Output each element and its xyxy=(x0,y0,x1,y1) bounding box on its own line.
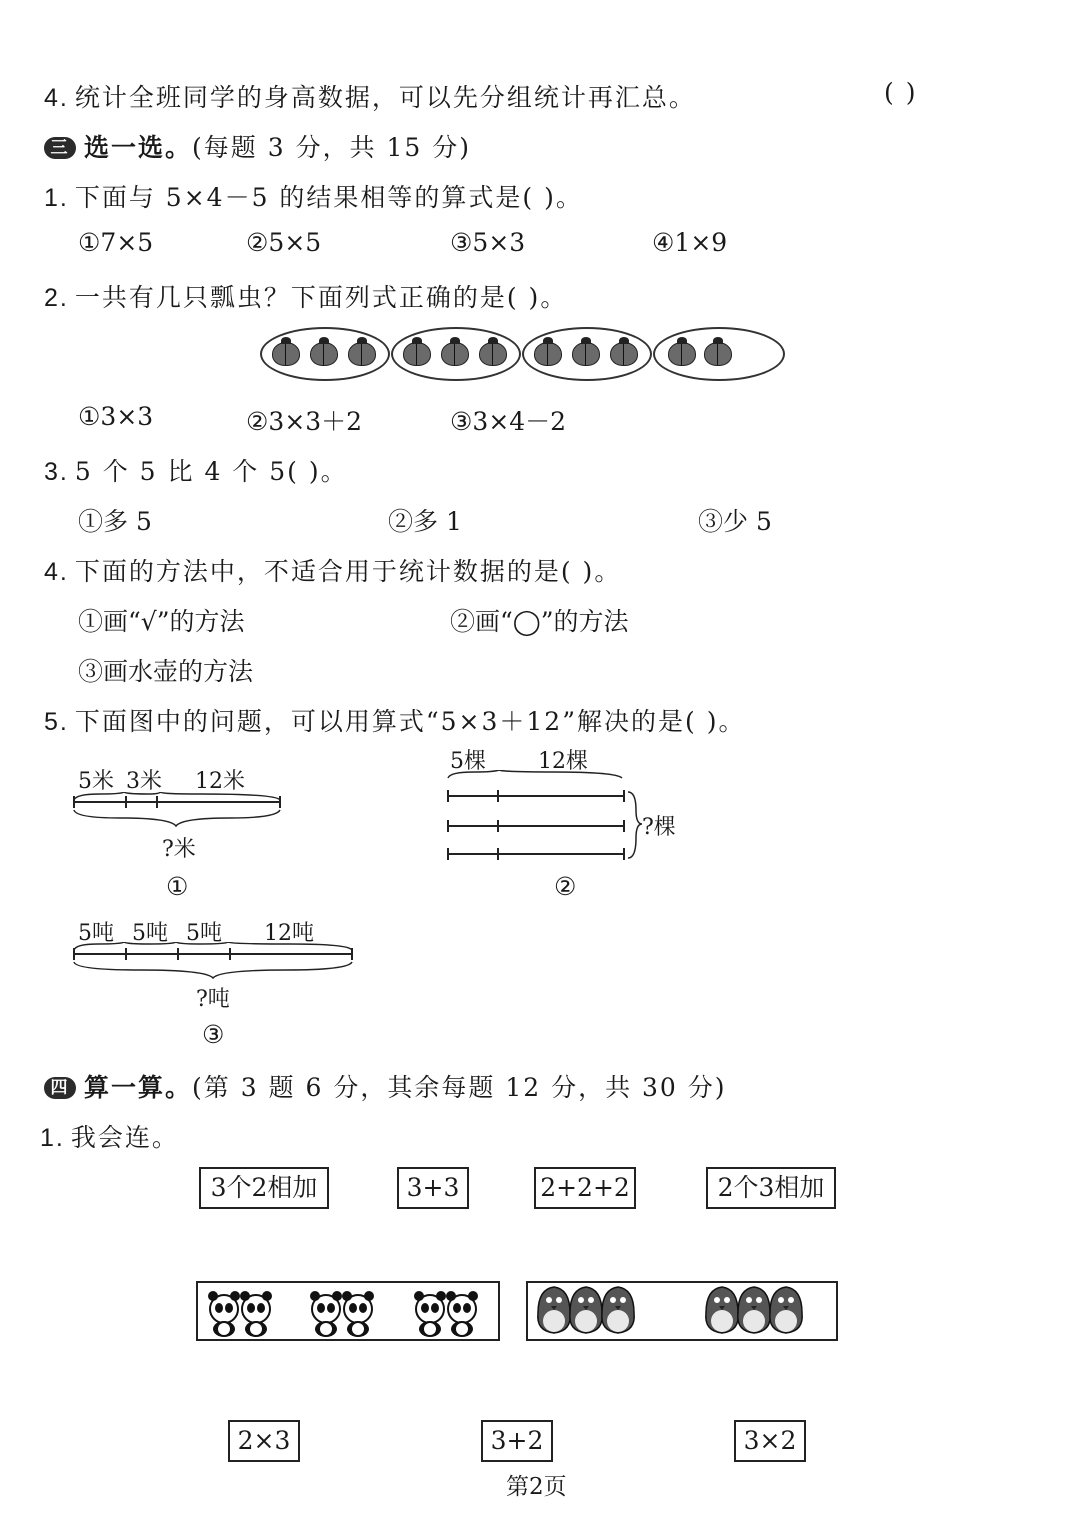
panda-icon xyxy=(446,1291,478,1337)
question-4-number: 4. xyxy=(44,558,69,586)
section-4-badge: 四 xyxy=(44,1077,76,1099)
calc-question-1-number: 1. xyxy=(40,1124,65,1152)
q1-option-2[interactable]: ②5×5 xyxy=(246,228,322,257)
q2-option-3[interactable]: ③3×4－2 xyxy=(450,407,567,436)
q4-option-1[interactable]: ①画“√”的方法 xyxy=(78,607,245,636)
question-3-number: 3. xyxy=(44,458,69,486)
tf-item-4-answer-paren[interactable]: ( ) xyxy=(884,78,918,107)
section-3-badge: 三 xyxy=(44,137,76,159)
match-box-2-plus-2-plus-2[interactable]: 2+2+2 xyxy=(534,1167,636,1209)
diagram-1-label-1: 5米 xyxy=(78,769,114,794)
diagram-2-total: ?棵 xyxy=(642,815,676,840)
section-4-header xyxy=(44,1068,727,1104)
calc-question-1-text: 我会连。 xyxy=(70,1123,179,1152)
question-4 xyxy=(44,552,621,588)
question-2-number: 2. xyxy=(44,284,69,312)
tf-item-4-number: 4. xyxy=(44,84,69,112)
ladybug-icon xyxy=(534,342,562,366)
question-1-number: 1. xyxy=(44,184,69,212)
match-box-3-times-2[interactable]: 3×2 xyxy=(734,1420,806,1462)
diagram-2-label-2: 12棵 xyxy=(538,749,588,774)
panda-group-icons xyxy=(198,1283,498,1339)
ladybug-icon xyxy=(610,342,638,366)
diagram-3-label-2: 5吨 xyxy=(132,921,168,946)
match-box-3-plus-3[interactable]: 3+3 xyxy=(397,1167,469,1209)
ladybug-icon xyxy=(403,342,431,366)
penguin-icon xyxy=(570,1287,602,1333)
section-3-title: 选一选。 xyxy=(84,133,193,162)
section-4-title: 算一算。 xyxy=(84,1073,193,1102)
tf-item-4 xyxy=(44,78,696,114)
match-box-2-threes[interactable]: 2个3相加 xyxy=(706,1167,836,1209)
question-1-text: 下面与 5×4－5 的结果相等的算式是( )。 xyxy=(74,183,583,212)
question-3 xyxy=(44,452,348,488)
diagram-2-label-1: 5棵 xyxy=(450,749,486,774)
page-number: 第2页 xyxy=(506,1474,567,1500)
penguin-icon xyxy=(538,1287,570,1333)
ladybug-icon xyxy=(572,342,600,366)
q2-option-1[interactable]: ①3×3 xyxy=(78,402,154,431)
panda-icon xyxy=(240,1291,272,1337)
section-3-header xyxy=(44,128,471,164)
tf-item-4-text: 统计全班同学的身高数据，可以先分组统计再汇总。 xyxy=(74,83,696,112)
ladybug-icon xyxy=(479,342,507,366)
q4-option-2[interactable]: ②画“◯”的方法 xyxy=(450,607,629,636)
question-5-number: 5. xyxy=(44,708,69,736)
q2-option-2[interactable]: ②3×3＋2 xyxy=(246,407,363,436)
diagram-1-option-mark[interactable]: ① xyxy=(166,872,189,901)
diagram-2-option-mark[interactable]: ② xyxy=(554,872,577,901)
ladybug-icon xyxy=(272,342,300,366)
panda-icon xyxy=(414,1291,446,1337)
ladybug-icon xyxy=(348,342,376,366)
question-3-text: 5 个 5 比 4 个 5( )。 xyxy=(74,457,348,486)
q3-option-2[interactable]: ②多 1 xyxy=(388,507,462,536)
diagram-2-segments xyxy=(444,770,644,862)
panda-icon xyxy=(310,1291,342,1337)
ladybug-icon xyxy=(668,342,696,366)
penguin-group-icons xyxy=(528,1283,836,1339)
question-4-text: 下面的方法中，不适合用于统计数据的是( )。 xyxy=(74,557,622,586)
calc-question-1 xyxy=(40,1118,179,1154)
q3-option-3[interactable]: ③少 5 xyxy=(698,507,772,536)
diagram-1-label-3: 12米 xyxy=(195,769,245,794)
ladybug-icon xyxy=(310,342,338,366)
ladybug-icon xyxy=(441,342,469,366)
q1-option-4[interactable]: ④1×9 xyxy=(652,228,728,257)
diagram-3-label-3: 5吨 xyxy=(186,921,222,946)
q3-option-1[interactable]: ①多 5 xyxy=(78,507,152,536)
penguin-icon xyxy=(602,1287,634,1333)
diagram-1-segments xyxy=(70,792,286,836)
penguin-icon xyxy=(706,1287,738,1333)
panda-icon xyxy=(208,1291,240,1337)
panda-picture-box[interactable] xyxy=(196,1281,500,1341)
q4-option-3[interactable]: ③画水壶的方法 xyxy=(78,657,254,686)
match-box-2-times-3[interactable]: 2×3 xyxy=(228,1420,300,1462)
question-5-text: 下面图中的问题，可以用算式“5×3＋12”解决的是( )。 xyxy=(74,707,746,736)
question-5 xyxy=(44,702,745,738)
penguin-icon xyxy=(770,1287,802,1333)
diagram-3-option-mark[interactable]: ③ xyxy=(202,1020,225,1049)
diagram-3-label-4: 12吨 xyxy=(264,921,314,946)
section-3-note: (每题 3 分，共 15 分) xyxy=(192,133,472,162)
section-4-note: (第 3 题 6 分，其余每题 12 分，共 30 分) xyxy=(192,1073,727,1102)
ladybug-icon xyxy=(704,342,732,366)
diagram-3-total: ?吨 xyxy=(196,987,230,1012)
question-1 xyxy=(44,178,583,214)
diagram-3-label-1: 5吨 xyxy=(78,921,114,946)
q1-option-1[interactable]: ①7×5 xyxy=(78,228,154,257)
diagram-3-segments xyxy=(70,942,360,986)
penguin-icon xyxy=(738,1287,770,1333)
match-box-3-twos[interactable]: 3个2相加 xyxy=(199,1167,329,1209)
diagram-1-total: ?米 xyxy=(162,837,196,862)
question-2-text: 一共有几只瓢虫？下面列式正确的是( )。 xyxy=(74,283,568,312)
question-2 xyxy=(44,278,567,314)
penguin-picture-box[interactable] xyxy=(526,1281,838,1341)
match-box-3-plus-2[interactable]: 3+2 xyxy=(481,1420,553,1462)
q1-option-3[interactable]: ③5×3 xyxy=(450,228,526,257)
diagram-1-label-2: 3米 xyxy=(126,769,162,794)
panda-icon xyxy=(342,1291,374,1337)
